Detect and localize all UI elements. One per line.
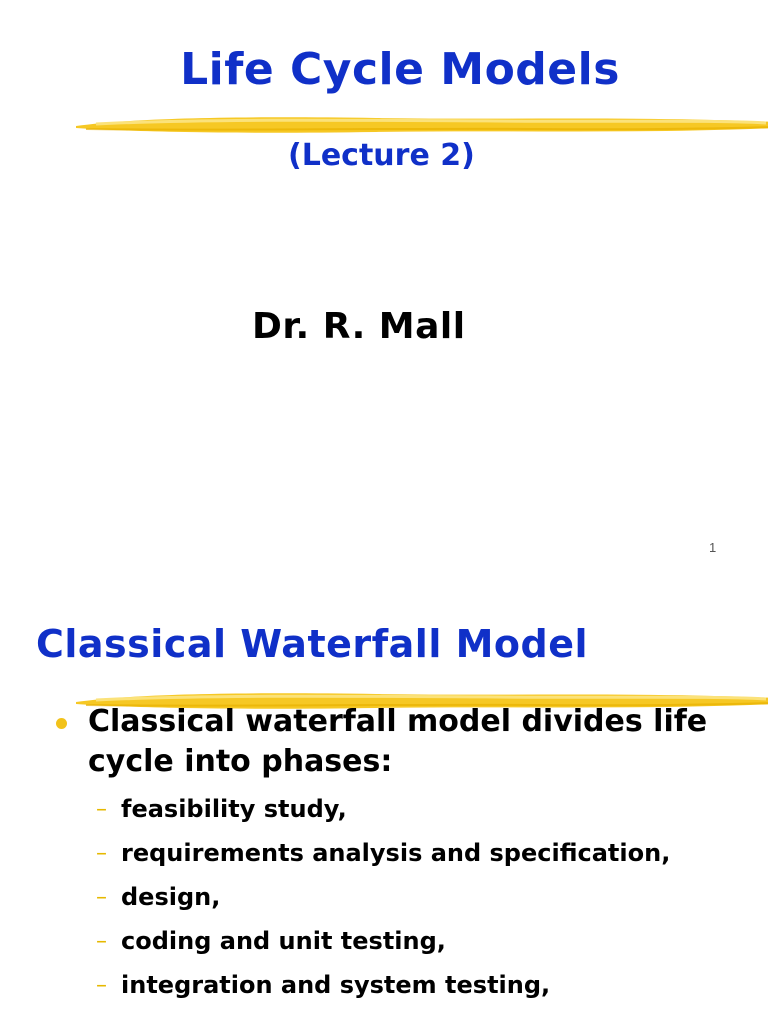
slide-title: Life Cycle Models: [180, 44, 620, 95]
dash-icon: –: [96, 841, 107, 866]
list-item-text: integration and system testing,: [121, 971, 551, 999]
dash-icon: –: [96, 929, 107, 954]
slide-2: [0, 576, 768, 1024]
list-item-text: requirements analysis and specification,: [121, 839, 671, 867]
list-item: [96, 924, 736, 959]
list-item: [96, 880, 736, 915]
slide-title: Classical Waterfall Model: [36, 622, 588, 666]
bullet-text: Classical waterfall model divides life cycle into phases:: [88, 704, 708, 779]
dash-icon: –: [96, 885, 107, 910]
phase-list: [96, 792, 736, 1012]
list-item-text: coding and unit testing,: [121, 927, 446, 955]
bullet-item: [56, 702, 736, 782]
dash-icon: –: [96, 797, 107, 822]
list-item: [96, 968, 736, 1003]
list-item: [96, 792, 736, 827]
lecture-subtitle: (Lecture 2): [288, 138, 475, 173]
bullet-dot-icon: [56, 718, 67, 729]
list-item-text: design,: [121, 883, 221, 911]
page-number: 1: [709, 540, 717, 555]
list-item-text: feasibility study,: [121, 795, 347, 823]
author-name: Dr. R. Mall: [252, 306, 466, 347]
highlighter-underline-icon: [76, 110, 768, 140]
dash-icon: –: [96, 973, 107, 998]
list-item: [96, 836, 736, 871]
